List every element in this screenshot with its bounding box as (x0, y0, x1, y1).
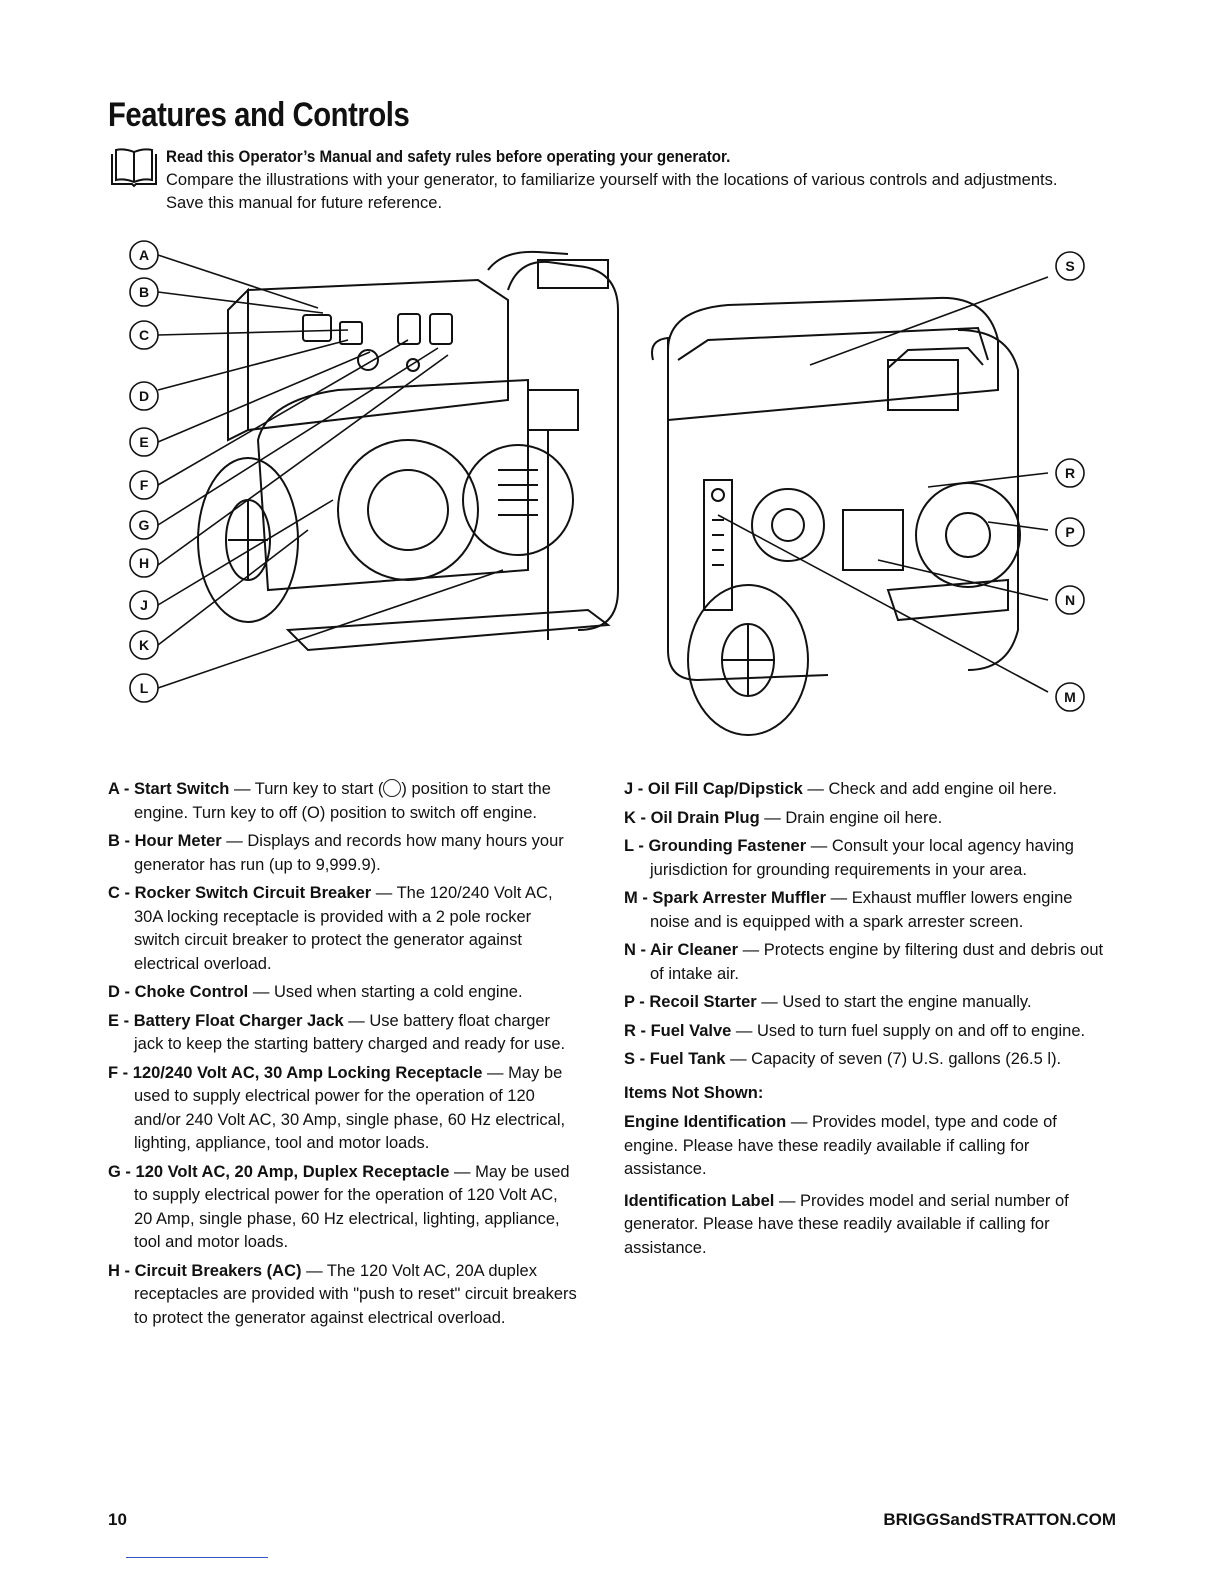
page-number: 10 (108, 1510, 127, 1529)
rear-generator-drawing (652, 298, 1020, 735)
feature-item-m: M - Spark Arrester Muffler — Exhaust muffler lowers engine noise and is equipped with a spark arrester screen. (624, 889, 1073, 931)
feature-item-g: G - 120 Volt AC, 20 Amp, Duplex Receptacle — May be used to supply electrical power for the operation of 120 Volt AC, 20 Amp, single phase, 60 Hz electrical, lighting, appliance, tool and motor loads. (108, 1162, 570, 1251)
svg-text:R: R (1064, 465, 1076, 481)
svg-text:P: P (1065, 524, 1075, 540)
feature-item-b: B - Hour Meter — Displays and records how many hours your generator has run (up to 9,999.9). (108, 832, 564, 874)
callout-h (130, 549, 158, 577)
feature-item-l: L - Grounding Fastener — Consult your local agency having jurisdiction for grounding requirements in your area. (624, 837, 1074, 879)
feature-item-c: C - Rocker Switch Circuit Breaker — The 120/240 Volt AC, 30A locking receptacle is provided with a 2 pole rocker switch circuit breaker to protect the generator against electrical overload. (108, 884, 553, 973)
svg-text:A: A (138, 247, 150, 263)
website-link[interactable]: BRIGGSandSTRATTON.COM (883, 1510, 1116, 1529)
callout-j (130, 591, 158, 619)
feature-item-e: E - Battery Float Charger Jack — Use battery float charger jack to keep the starting battery charged and ready for use. (108, 1011, 566, 1053)
not-shown-item-id-label: Identification Label — Provides model and serial number of generator. Please have these readily available if calling for assistance. (624, 1191, 1069, 1257)
generator-illustration (108, 230, 1116, 750)
callout-g (130, 511, 158, 539)
callout-d (130, 382, 158, 410)
feature-item-j: J - Oil Fill Cap/Dipstick — Check and add engine oil here. (624, 780, 1057, 798)
feature-item-a: A - Start Switch — Turn key to start ( ) position to start the engine. Turn key to off (O) position to switch off engine. (108, 780, 551, 822)
svg-text:D: D (138, 388, 150, 404)
feature-item-s: S - Fuel Tank — Capacity of seven (7) U.S. gallons (26.5 l). (624, 1050, 1062, 1068)
features-list-right (624, 778, 1114, 1268)
feature-item-d: D - Choke Control — Used when starting a cold engine. (108, 983, 523, 1001)
callout-l (130, 674, 158, 702)
callout-e (130, 428, 158, 456)
svg-text:H: H (138, 555, 150, 571)
items-not-shown-heading: Items Not Shown: (624, 1083, 764, 1102)
svg-text:S: S (1065, 258, 1075, 274)
callout-r (1056, 459, 1084, 487)
feature-item-p: P - Recoil Starter — Used to start the engine manually. (624, 993, 1032, 1011)
callout-b (130, 278, 158, 306)
svg-text:M: M (1064, 689, 1076, 705)
feature-item-r: R - Fuel Valve — Used to turn fuel supply on and off to engine. (624, 1021, 1086, 1040)
feature-item-h: H - Circuit Breakers (AC) — The 120 Volt AC, 20A duplex receptacles are provided with "push to reset" circuit breakers to protect the generator against electrical overload. (108, 1261, 577, 1327)
not-shown-item-engine-id: Engine Identification — Provides model, type and code of engine. Please have these readily available if calling for assistance. (624, 1113, 1057, 1178)
feature-item-f: F - 120/240 Volt AC, 30 Amp Locking Receptacle — May be used to supply electrical power for the operation of 120 and/or 240 Volt AC, 30 Amp, single phase, 60 Hz electrical, lighting, appliance, tool and motor loads. (108, 1063, 566, 1152)
feature-item-k: K - Oil Drain Plug — Drain engine oil here. (624, 808, 943, 827)
callout-c (130, 321, 158, 349)
svg-text:E: E (139, 434, 149, 450)
intro-body: Compare the illustrations with your generator, to familiarize yourself with the locations of various controls and adjustments. Save this manual for future reference. (166, 171, 1058, 212)
svg-text:L: L (139, 680, 149, 696)
svg-text:N: N (1064, 592, 1076, 608)
callout-f (130, 471, 158, 499)
manual-book-icon (108, 146, 160, 190)
svg-text:G: G (138, 517, 150, 533)
svg-text:C: C (138, 327, 150, 343)
callout-p (1056, 518, 1084, 546)
callout-n (1056, 586, 1084, 614)
feature-item-n: N - Air Cleaner — Protects engine by filtering dust and debris out of intake air. (624, 941, 1104, 983)
callout-m (1056, 683, 1084, 711)
callout-s (1056, 252, 1084, 280)
page-title: Features and Controls (108, 96, 410, 134)
start-position-icon (383, 779, 401, 797)
svg-text:K: K (138, 637, 150, 653)
front-generator-drawing (198, 252, 618, 650)
svg-text:J: J (140, 597, 148, 613)
footer-rule (126, 1557, 268, 1558)
callout-k (130, 631, 158, 659)
intro-warning: Read this Operator’s Manual and safety rules before operating your generator. (166, 148, 731, 166)
intro-text (166, 146, 1066, 215)
svg-text:B: B (138, 284, 150, 300)
features-list-left (108, 778, 578, 1335)
callout-a (130, 241, 158, 269)
svg-text:F: F (139, 477, 149, 493)
